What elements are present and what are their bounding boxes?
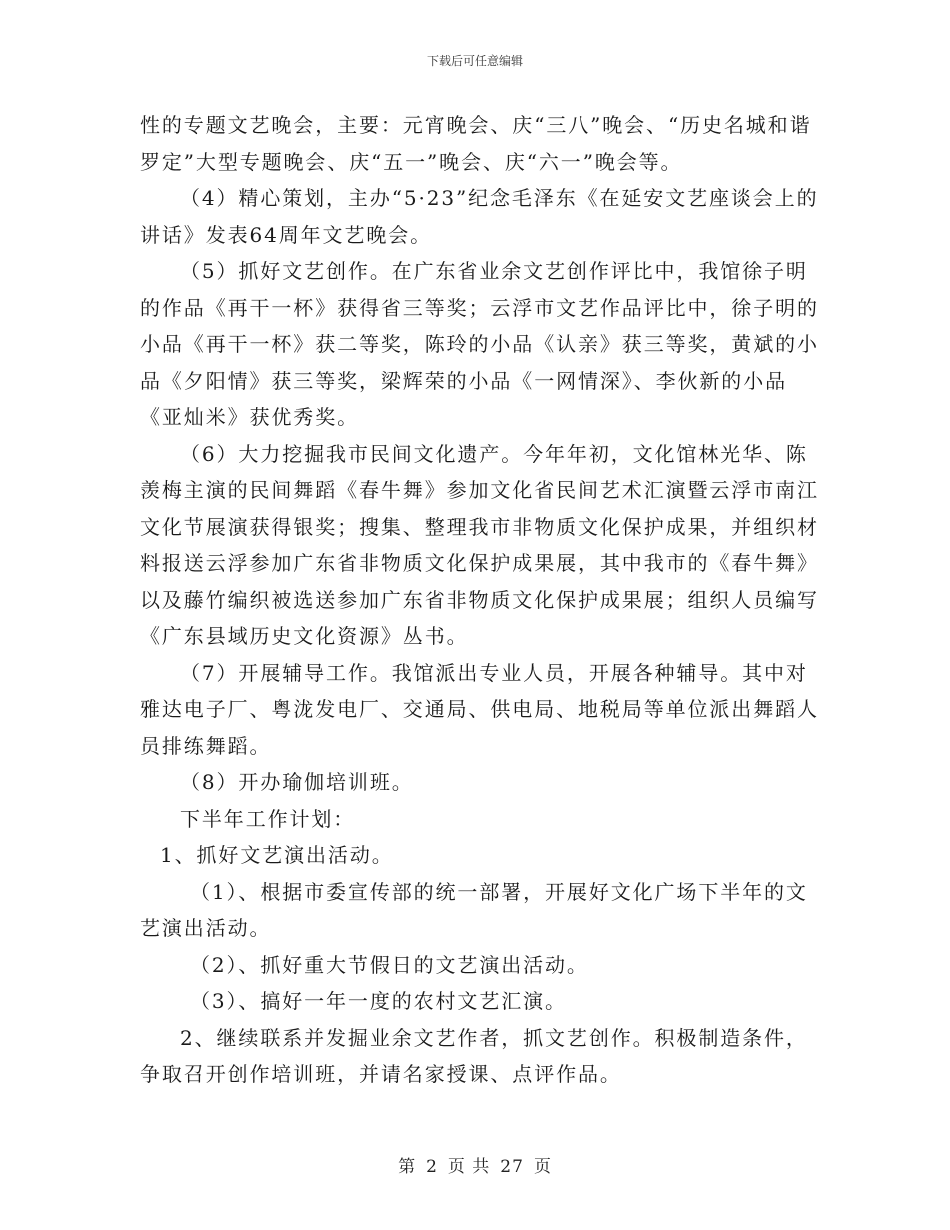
paragraph-9: （1）、根据市委宣传部的统一部署，开展好文化广场下半年的文艺演出活动。 [140, 879, 808, 940]
paragraph-3: （5）抓好文艺创作。在广东省业余文艺创作评比中，我馆徐子明的作品《再干一杯》获得省三等奖；云浮市文艺作品评比中，徐子明的小品《再干一杯》获二等奖，陈玲的小品《认亲》获三等奖，黄斌的小品《夕阳情》获三等奖，梁辉荣的小品《一网情深》、李伙新的小品《亚灿米》获优秀奖。 [140, 259, 819, 429]
page-total: 27 [500, 1157, 524, 1177]
paragraph-8: 1、抓好文艺演出活动。 [160, 843, 394, 867]
paragraph-5: （7）开展辅导工作。我馆派出专业人员，开展各种辅导。其中对雅达电子厂、粤泷发电厂、交通局、供电局、地税局等单位派出舞蹈人员排练舞蹈。 [140, 660, 819, 758]
paragraph-6: （8）开办瑜伽培训班。 [180, 770, 414, 794]
paragraph-12: 2、继续联系并发掘业余文艺作者，抓文艺创作。积极制造条件，争取召开创作培训班，并请名家授课、点评作品。 [140, 1025, 808, 1086]
paragraph-7: 下半年工作计划： [180, 806, 356, 831]
page-footer [0, 1152, 950, 1177]
page-number: 2 [426, 1157, 438, 1177]
paragraph-2: （4）精心策划，主办“5·23”纪念毛泽东《在延安文艺座谈会上的讲话》发表64周年文艺晚会。 [140, 186, 819, 247]
document-body [140, 107, 820, 1093]
footer-prefix: 第 [398, 1157, 417, 1177]
footer-mid: 页 共 [447, 1157, 491, 1177]
page-header: 下载后可任意编辑 [426, 54, 523, 68]
paragraph-1: 性的专题文艺晚会，主要：元宵晚会、庆“三八”晚会、“历史名城和谐罗定”大型专题晚会、庆“五一”晚会、庆“六一”晚会等。 [140, 113, 812, 174]
paragraph-10: （2）、抓好重大节假日的文艺演出活动。 [190, 952, 589, 977]
paragraph-11: （3）、搞好一年一度的农村文艺汇演。 [190, 989, 567, 1013]
paragraph-4: （6）大力挖掘我市民间文化遗产。今年年初，文化馆林光华、陈羡梅主演的民间舞蹈《春牛舞》参加文化省民间艺术汇演暨云浮市南江文化节展演获得银奖；搜集、整理我市非物质文化保护成果，并组织材料报送云浮参加广东省非物质文化保护成果展，其中我市的《春牛舞》以及藤竹编织被选送参加广东省非物质文化保护成果展；组织人员编写《广东县域历史文化资源》丛书。 [140, 441, 819, 648]
footer-suffix: 页 [533, 1157, 552, 1177]
